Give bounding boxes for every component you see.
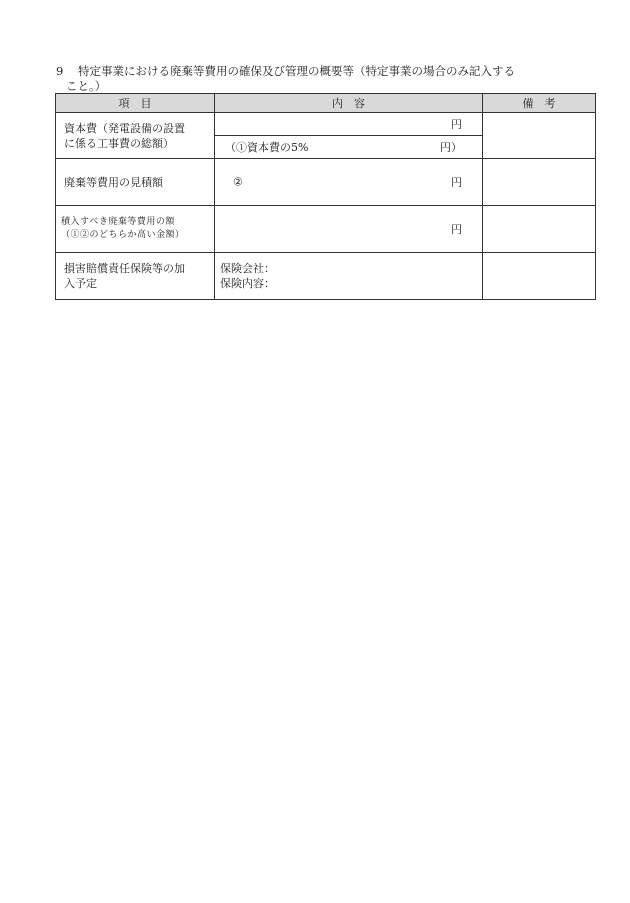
insurance-label-line-2: 入予定	[64, 277, 97, 290]
deposit-yen-unit: 円	[451, 223, 462, 236]
header-item: 項 目	[56, 94, 215, 113]
section-heading	[56, 64, 586, 94]
deposit-label-line-1: 積入すべき廃棄等費用の額	[61, 217, 175, 227]
capital-five-percent-yen: 円）	[440, 141, 462, 154]
estimate-remarks-field[interactable]	[483, 159, 596, 206]
estimate-yen-unit: 円	[451, 176, 462, 189]
insurance-label	[56, 253, 215, 300]
header-remarks: 備 考	[483, 94, 596, 113]
capital-remarks-field[interactable]	[483, 113, 596, 159]
deposit-label	[56, 206, 215, 253]
section-number: 9	[56, 64, 64, 78]
table-header-row	[56, 94, 596, 113]
insurance-label-line-1: 損害賠償責任保険等の加	[64, 262, 185, 275]
capital-yen-unit: 円	[451, 118, 462, 131]
capital-five-percent-label: （①資本費の5%	[225, 141, 309, 154]
insurance-remarks-field[interactable]	[483, 253, 596, 300]
heading-line-1	[56, 64, 586, 79]
capital-label-line-1: 資本費（発電設備の設置	[64, 121, 185, 135]
table-row-estimate	[56, 159, 596, 206]
header-content: 内 容	[215, 94, 483, 113]
estimate-amount-field[interactable]	[215, 159, 483, 206]
insurance-content-field[interactable]	[215, 253, 483, 300]
capital-label-line-2: に係る工事費の総額）	[64, 136, 174, 150]
capital-label	[56, 113, 215, 159]
insurance-company-label: 保険会社：	[220, 262, 275, 275]
deposit-amount-field[interactable]	[215, 206, 483, 253]
table-row-insurance	[56, 253, 596, 300]
disposal-cost-table	[55, 93, 596, 300]
estimate-label: 廃棄等費用の見積額	[56, 159, 215, 206]
capital-amount-field[interactable]	[215, 113, 483, 136]
heading-line-2: こと。）	[66, 79, 107, 93]
estimate-marker: ②	[233, 175, 243, 189]
table-row-capital	[56, 113, 596, 136]
deposit-remarks-field[interactable]	[483, 206, 596, 253]
table-row-deposit	[56, 206, 596, 253]
heading-text: 特定事業における廃棄等費用の確保及び管理の概要等（特定事業の場合のみ記入する	[78, 64, 515, 78]
insurance-content-label: 保険内容：	[220, 277, 275, 290]
capital-five-percent-field[interactable]	[215, 136, 483, 159]
deposit-label-line-2: （①②のどちらか高い金額）	[61, 230, 185, 240]
